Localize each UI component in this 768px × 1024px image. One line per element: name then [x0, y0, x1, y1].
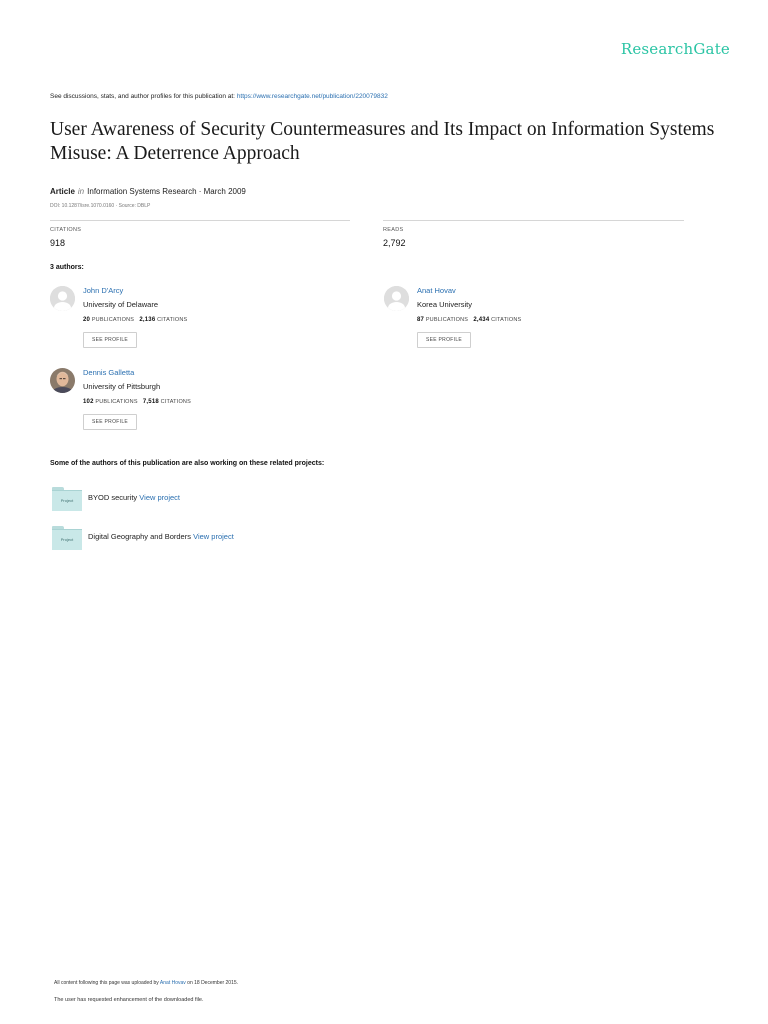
author-name-link[interactable]: Dennis Galletta [83, 368, 135, 377]
see-profile-button[interactable]: SEE PROFILE [83, 414, 137, 430]
project-text [88, 532, 234, 541]
author-card [384, 286, 684, 361]
publication-url-link[interactable]: https://www.researchgate.net/publication/220079832 [236, 93, 388, 100]
folder-label: Project [52, 529, 82, 550]
upload-prefix: All content following this page was uploaded by [54, 980, 159, 986]
see-discussions-line [50, 93, 388, 100]
researchgate-logo[interactable]: ResearchGate [620, 40, 730, 58]
author-citations-label: CITATIONS [157, 317, 188, 323]
project-text [88, 493, 180, 502]
view-project-link[interactable]: View project [193, 532, 234, 541]
author-stats [83, 399, 191, 405]
project-name: BYOD security [88, 493, 138, 502]
in-label: in [77, 187, 85, 196]
upload-note [54, 980, 238, 986]
author-name-link[interactable]: Anat Hovav [417, 286, 456, 295]
author-card [50, 368, 350, 443]
project-folder-icon[interactable] [52, 526, 82, 550]
author-institution: Korea University [417, 300, 473, 309]
author-institution: University of Delaware [83, 300, 159, 309]
citations-divider [50, 220, 350, 221]
author-name-link[interactable]: John D'Arcy [83, 286, 124, 295]
author-stats [83, 317, 187, 323]
citations-value: 918 [50, 238, 66, 248]
citations-label: CITATIONS [50, 227, 82, 233]
author-citations-label: CITATIONS [491, 317, 522, 323]
publications-count: 102 [83, 399, 94, 405]
doi-line: DOI: 10.1287/isre.1070.0160 · Source: DBLP [50, 203, 151, 209]
publications-label: PUBLICATIONS [91, 317, 135, 323]
citations-count: 2,434 [473, 317, 490, 323]
reads-divider [383, 220, 684, 221]
author-stats [417, 317, 521, 323]
see-discussions-text: See discussions, stats, and author profiles for this publication at: [50, 93, 235, 100]
publications-label: PUBLICATIONS [95, 399, 138, 405]
publications-label: PUBLICATIONS [425, 317, 469, 323]
citations-count: 2,136 [139, 317, 156, 323]
author-citations-label: CITATIONS [160, 399, 191, 405]
journal-info[interactable]: Information Systems Research · March 2009 [87, 187, 246, 196]
see-profile-button[interactable]: SEE PROFILE [83, 332, 137, 348]
article-meta [50, 187, 246, 196]
project-row [52, 487, 452, 513]
upload-suffix: on 18 December 2015. [187, 980, 239, 986]
authors-heading: 3 authors: [50, 264, 84, 271]
reads-value: 2,792 [383, 238, 406, 248]
publications-count: 87 [417, 317, 425, 323]
citations-count: 7,518 [142, 399, 159, 405]
author-photo-icon[interactable] [50, 368, 75, 393]
reads-label: READS [383, 227, 404, 233]
project-folder-icon[interactable] [52, 487, 82, 511]
uploader-link[interactable]: Anat Hovav [159, 980, 186, 986]
avatar-placeholder-icon[interactable] [50, 286, 75, 311]
avatar-placeholder-icon[interactable] [384, 286, 409, 311]
project-name: Digital Geography and Borders [88, 532, 191, 541]
project-row [52, 526, 452, 552]
article-title: User Awareness of Security Countermeasures and Its Impact on Information Systems Misuse: A Deterrence Approach [50, 119, 715, 164]
enhancement-note: The user has requested enhancement of the downloaded file. [54, 997, 204, 1003]
view-project-link[interactable]: View project [139, 493, 180, 502]
projects-heading: Some of the authors of this publication are also working on these related projects: [50, 460, 325, 467]
see-profile-button[interactable]: SEE PROFILE [417, 332, 471, 348]
article-type: Article [50, 187, 75, 196]
publications-count: 20 [83, 317, 91, 323]
author-institution: University of Pittsburgh [83, 382, 161, 391]
folder-label: Project [52, 490, 82, 511]
author-card [50, 286, 350, 361]
